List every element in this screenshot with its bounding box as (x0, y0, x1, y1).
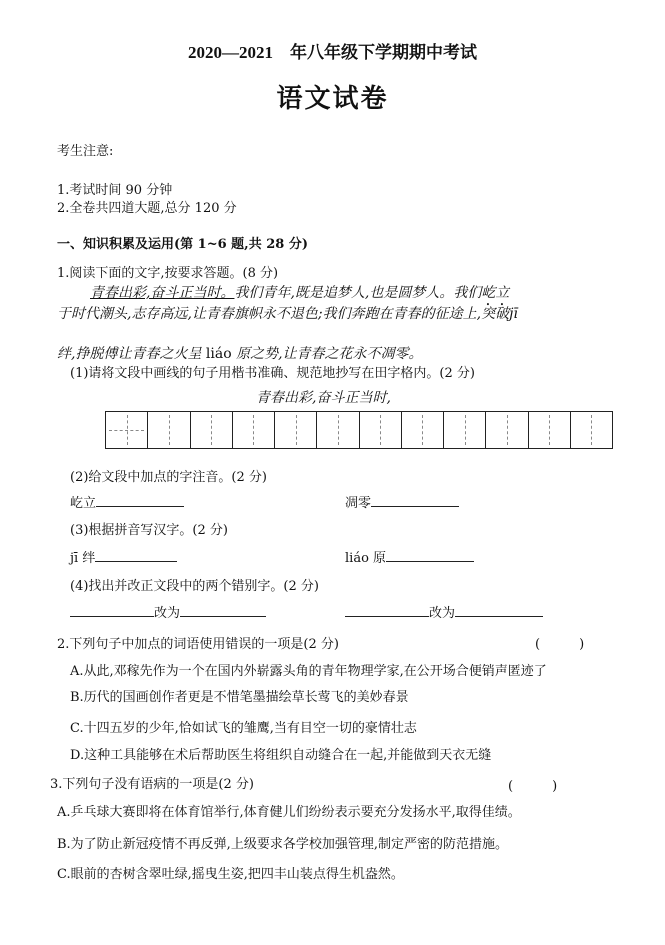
underlined-sentence: 青春出彩,奋斗正当时。 (90, 285, 235, 301)
answer-blank[interactable] (180, 603, 266, 617)
grid-cell[interactable] (444, 412, 486, 448)
q2-option-a: A.从此,邓稼先作为一个在国内外崭露头角的青年物理学家,在公开场合便销声匿迹了 (70, 664, 547, 679)
q3-answer-paren[interactable]: ( ) (508, 779, 558, 794)
copy-target-text: 青春出彩,奋斗正当时, (256, 390, 391, 406)
grid-cell[interactable] (191, 412, 233, 448)
grid-cell[interactable] (402, 412, 444, 448)
sub2-left-item (70, 492, 184, 511)
q3-option-c: C.眼前的杏树含翠吐绿,摇曳生姿,把四丰山装点得生机盎然。 (57, 867, 404, 882)
answer-blank[interactable] (96, 493, 184, 507)
passage-text-2a: 绊,挣脱傅让青春之火呈 (57, 346, 206, 362)
q1-prompt: 1.阅读下面的文字,按要求答题。(8 分) (57, 266, 279, 281)
exam-title: 2020—2021 年八年级下学期期中考试 (188, 43, 477, 62)
notice-heading: 考生注意: (57, 144, 114, 159)
notice-item-1: 1.考试时间 90 分钟 (57, 183, 173, 198)
q2-option-c: C.十四五岁的少年,恰如试飞的雏鹰,当有目空一切的豪情壮志 (70, 721, 417, 736)
sub2-left-word: 屹立 (70, 496, 97, 511)
answer-blank[interactable] (70, 603, 154, 617)
q1-sub1: (1)请将文段中画线的句子用楷书准确、规范地抄写在田字格内。(2 分) (70, 366, 475, 381)
change-to-label: 改为 (429, 606, 456, 621)
passage-line-2 (57, 303, 518, 323)
dotted-word-1: 屹立 (481, 285, 510, 301)
sub2-right-word: 凋零 (345, 496, 372, 511)
q2-option-d: D.这种工具能够在术后帮助医生将组织自动缝合在一起,并能做到天衣无缝 (70, 748, 492, 763)
q3-option-a: A.乒乓球大赛即将在体育馆举行,体育健儿们纷纷表示要充分发扬水平,取得佳绩。 (57, 805, 521, 820)
sub4-right-item (345, 602, 543, 621)
sub3-left-item (70, 547, 177, 566)
sub3-right-item (345, 547, 474, 566)
grid-cell[interactable] (486, 412, 528, 448)
grid-cell[interactable] (360, 412, 402, 448)
pinyin-1: jī (509, 306, 518, 322)
grid-cell[interactable] (275, 412, 317, 448)
q3-option-b: B.为了防止新冠疫情不再反弹,上级要求各学校加强管理,制定严密的防范措施。 (57, 837, 508, 852)
q3-prompt: 3.下列句子没有语病的一项是(2 分) (50, 777, 254, 792)
q1-sub4: (4)找出并改正文段中的两个错别字。(2 分) (70, 579, 319, 594)
passage-text-1a: 我们青年,既是追梦人,也是圆梦人。我们 (234, 285, 482, 301)
passage-line-3 (57, 343, 423, 363)
notice-item-2: 2.全卷共四道大题,总分 120 分 (57, 201, 237, 216)
sub4-left-item (70, 602, 266, 621)
answer-blank[interactable] (95, 548, 177, 562)
tian-zi-grid[interactable] (105, 411, 613, 449)
q1-sub2: (2)给文段中加点的字注音。(2 分) (70, 470, 267, 485)
q2-option-b: B.历代的国画创作者更是不惜笔墨描绘草长莺飞的美妙春景 (70, 690, 409, 705)
grid-cell[interactable] (106, 412, 148, 448)
grid-cell[interactable] (233, 412, 275, 448)
section-1-heading: 一、知识积累及运用(第 1~6 题,共 28 分) (57, 237, 309, 252)
grid-cell[interactable] (148, 412, 190, 448)
answer-blank[interactable] (371, 493, 459, 507)
q1-sub3: (3)根据拼音写汉字。(2 分) (70, 523, 228, 538)
q2-answer-paren[interactable]: ( ) (535, 637, 585, 652)
passage-text-2b: 原之势,让青春之花永不凋零。 (231, 346, 423, 362)
sub2-right-item (345, 492, 459, 511)
answer-blank[interactable] (345, 603, 429, 617)
grid-cell[interactable] (317, 412, 359, 448)
grid-cell[interactable] (571, 412, 612, 448)
sub3-left-word: jī 绊 (70, 551, 96, 566)
change-to-label: 改为 (154, 606, 181, 621)
pinyin-2: liáo (205, 346, 232, 362)
q2-prompt: 2.下列句子中加点的词语使用错误的一项是(2 分) (57, 637, 339, 652)
passage-text-1b: 于时代潮头,志存高远,让青春旗帜永不退色;我们奔跑在青春的征途上,突破 (57, 306, 510, 322)
grid-cell[interactable] (529, 412, 571, 448)
answer-blank[interactable] (386, 548, 474, 562)
sub3-right-word: liáo 原 (345, 551, 387, 566)
paper-title: 语文试卷 (276, 84, 389, 114)
answer-blank[interactable] (455, 603, 543, 617)
